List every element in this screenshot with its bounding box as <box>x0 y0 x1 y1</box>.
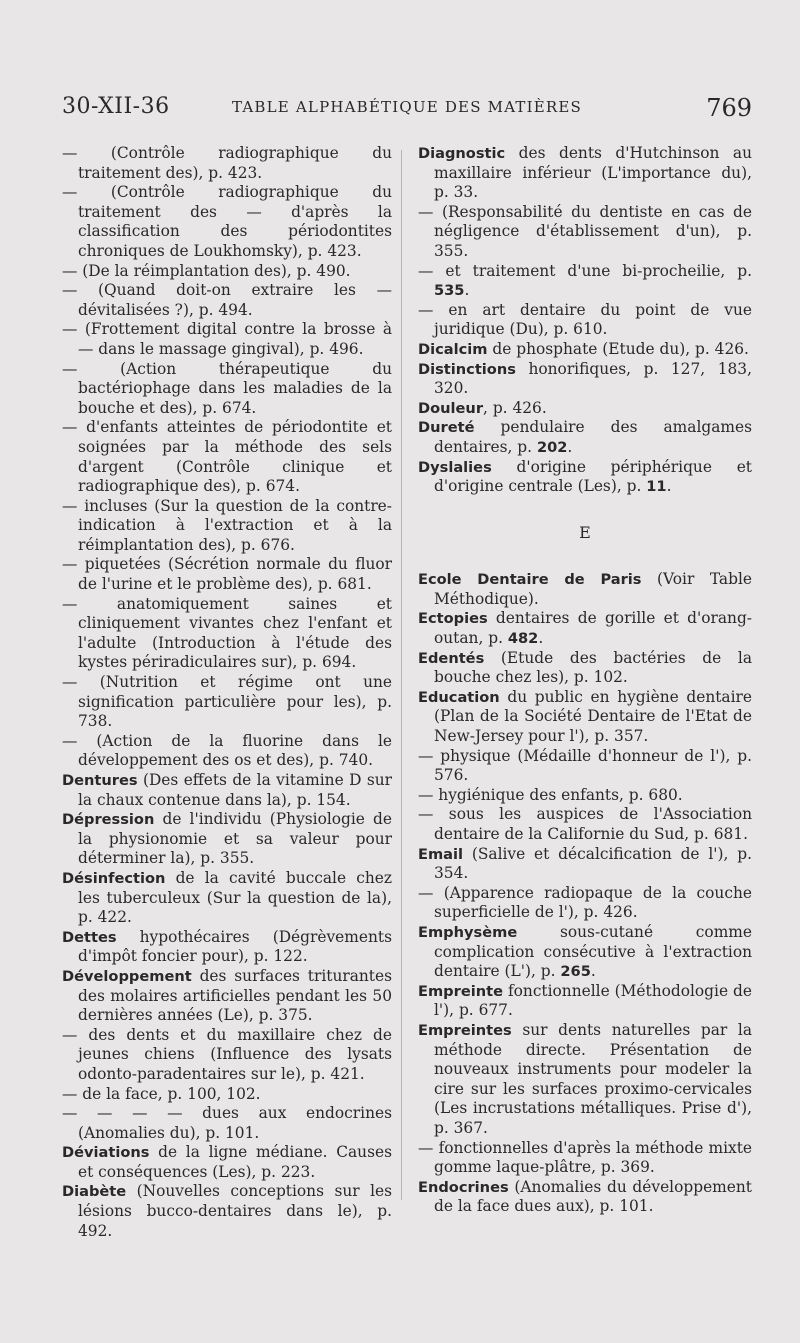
index-entry <box>62 360 392 419</box>
index-entry <box>62 771 392 810</box>
entry-punctuation: . <box>590 962 596 981</box>
index-entry <box>418 340 752 360</box>
entry-text: — et traitement d'une bi-procheilie, p. <box>418 261 752 280</box>
entry-page-bold: 535 <box>434 282 465 300</box>
entry-text: — (Contrôle radiographique du traitement des), p. 423. <box>62 144 392 182</box>
index-entry <box>418 418 752 457</box>
entry-keyword: Déviations <box>62 1144 150 1162</box>
entry-text: — fonctionnelles d'après la méthode mixte gomme laque-plâtre, p. 369. <box>418 1138 752 1177</box>
index-entry <box>418 845 752 884</box>
page-number: 769 <box>706 94 752 122</box>
entry-keyword: Education <box>418 688 500 706</box>
entry-keyword: Ecole Dentaire de Paris <box>418 571 642 589</box>
entry-text: (Voir Table Méthodique). <box>434 570 752 608</box>
index-entry <box>62 320 392 359</box>
entry-text: sous-cutané comme complication consécutive à l'extraction dentaire (L'), p. <box>434 922 752 981</box>
entry-text: de la ligne médiane. Causes et conséquences (Les), p. 223. <box>78 1143 392 1181</box>
index-entry <box>418 688 752 747</box>
index-entry <box>62 262 392 282</box>
index-entry <box>62 967 392 1026</box>
entry-text: — (De la réimplantation des), p. 490. <box>62 261 351 280</box>
index-entry <box>418 649 752 688</box>
entry-punctuation: . <box>567 437 573 456</box>
entry-text: — sous les auspices de l'Association dentaire de la Californie du Sud, p. 681. <box>418 805 752 843</box>
entry-text: (Salive et décalcification de l'), p. 354. <box>434 844 752 883</box>
entry-punctuation: . <box>538 629 544 648</box>
entry-text: (Anomalies du développement de la face dues aux), p. 101. <box>434 1177 752 1216</box>
index-entry <box>62 1026 392 1085</box>
entry-text: dentaires de gorille et d'orang-outan, p. <box>434 609 752 648</box>
entry-keyword: Empreintes <box>418 1021 512 1039</box>
index-entry <box>418 786 752 806</box>
entry-text: — anatomiquement saines et cliniquement vivantes chez l'enfant et l'adulte (Introduction à l'étude des kystes périradiculaires sur), p. 694. <box>62 594 392 672</box>
index-entry <box>418 805 752 844</box>
index-entry <box>62 281 392 320</box>
entry-keyword: Distinctions <box>418 360 516 378</box>
entry-text: — incluses (Sur la question de la contre-indication à l'extraction et à la réimplantation des), p. 676. <box>62 496 392 554</box>
index-entry <box>418 458 752 497</box>
index-entry <box>62 869 392 928</box>
entry-keyword: Diagnostic <box>418 145 506 162</box>
index-entry <box>62 418 392 496</box>
entry-keyword: Dettes <box>62 928 117 946</box>
index-entry <box>62 1085 392 1105</box>
entry-page-bold: 482 <box>507 630 539 648</box>
entry-keyword: Dicalcim <box>418 340 488 358</box>
header-title: TABLE ALPHABÉTIQUE DES MATIÈRES <box>231 98 583 116</box>
index-entry <box>62 595 392 673</box>
entry-keyword: Ectopies <box>418 610 488 628</box>
index-entry <box>62 732 392 771</box>
index-entry <box>418 144 752 203</box>
entry-page-bold: 11 <box>646 478 667 496</box>
entry-text: d'origine périphérique et d'origine centrale (Les), p. <box>434 457 752 496</box>
entry-keyword: Endocrines <box>418 1178 509 1196</box>
index-entry <box>62 497 392 556</box>
entry-text: des surfaces triturantes des molaires artificielles pendant les 50 dernières années (Le), p. 375. <box>78 966 392 1025</box>
entry-keyword: Développement <box>62 967 192 985</box>
entry-text: — piquetées (Sécrétion normale du fluor de l'urine et le problème des), p. 681. <box>62 555 392 594</box>
entry-keyword: Dyslalies <box>418 458 492 476</box>
index-entry <box>62 810 392 869</box>
entry-text: — — — — dues aux endocrines (Anomalies du), p. 101. <box>62 1104 392 1142</box>
entry-text: — (Apparence radiopaque de la couche superficielle de l'), p. 426. <box>418 883 752 922</box>
entry-keyword: Dureté <box>418 419 475 437</box>
entry-text: hypothécaires (Dégrèvements d'impôt foncier pour), p. 122. <box>78 927 392 966</box>
left-column <box>62 144 392 1241</box>
entry-text: (Etude des bactéries de la bouche chez les), p. 102. <box>434 648 752 687</box>
entry-text: sur dents naturelles par la méthode directe. Présentation de nouveaux instruments pour modeler la cire sur les surfaces proximo-cervicales (Les incrustations métalliques. Prise d'), p. 367. <box>434 1020 752 1137</box>
entry-text: — de la face, p. 100, 102. <box>62 1084 261 1103</box>
entry-keyword: Dentures <box>62 772 138 789</box>
index-entry <box>418 609 752 648</box>
header-date: 30-XII-36 <box>62 94 170 119</box>
index-entry <box>62 183 392 261</box>
entry-text: — physique (Médaille d'honneur de l'), p. 576. <box>418 746 752 785</box>
entry-text: — (Frottement digital contre la brosse à — dans le massage gingival), p. 496. <box>62 320 392 358</box>
entry-keyword: Edentés <box>418 649 485 667</box>
index-entry <box>62 1104 392 1143</box>
entry-text: des dents d'Hutchinson au maxillaire inférieur (L'importance du), p. 33. <box>434 144 752 202</box>
entry-text: de la cavité buccale chez les tuberculeux (Sur la question de la), p. 422. <box>78 868 392 927</box>
right-column-top <box>418 144 752 497</box>
index-entry <box>418 360 752 399</box>
index-entry <box>418 399 752 419</box>
running-header <box>62 94 752 124</box>
index-entry <box>418 301 752 340</box>
entry-text: de phosphate (Etude du), p. 426. <box>487 339 749 358</box>
index-entry <box>418 262 752 301</box>
section-letter: E <box>579 522 591 542</box>
entry-text: pendulaire des amalgames dentaires, p. <box>434 418 752 456</box>
entry-keyword: Désinfection <box>62 869 166 887</box>
entry-keyword: Diabète <box>62 1183 127 1201</box>
entry-punctuation: . <box>666 477 672 496</box>
index-entry <box>62 1182 392 1241</box>
entry-text: — (Quand doit-on extraire les — dévitalisées ?), p. 494. <box>62 281 392 319</box>
right-column <box>418 144 752 1217</box>
index-entry <box>418 923 752 982</box>
entry-text: honorifiques, p. 127, 183, 320. <box>434 359 752 398</box>
index-entry <box>418 570 752 609</box>
index-entry <box>418 747 752 786</box>
index-entry <box>418 982 752 1021</box>
entry-keyword: Emphysème <box>418 923 518 941</box>
entry-keyword: Dépression <box>62 811 155 829</box>
index-entry <box>418 1178 752 1217</box>
entry-text: — des dents et du maxillaire chez de jeunes chiens (Influence des lysats odonto-paradentaires sur le), p. 421. <box>62 1025 392 1083</box>
entry-text: (Des effets de la vitamine D sur la chaux contenue dans la), p. 154. <box>78 771 392 809</box>
right-column-bottom <box>418 570 752 1217</box>
entry-text: — (Responsabilité du dentiste en cas de négligence d'établissement d'un), p. 355. <box>418 202 752 260</box>
entry-text: — (Nutrition et régime ont une signification particulière pour les), p. 738. <box>62 673 392 731</box>
index-entry <box>418 1021 752 1139</box>
entry-text: — en art dentaire du point de vue juridique (Du), p. 610. <box>418 300 752 339</box>
index-entry <box>62 1143 392 1182</box>
index-entry <box>62 144 392 183</box>
entry-text: (Nouvelles conceptions sur les lésions bucco-dentaires dans le), p. 492. <box>78 1182 392 1240</box>
entry-text: , p. 426. <box>483 398 547 417</box>
entry-keyword: Empreinte <box>418 982 503 1000</box>
entry-text: du public en hygiène dentaire (Plan de la Société Dentaire de l'Etat de New-Jersey pour l'), p. 357. <box>434 687 752 746</box>
entry-text: — hygiénique des enfants, p. 680. <box>418 785 683 804</box>
entry-text: — (Action thérapeutique du bactériophage dans les maladies de la bouche et des), p. 674. <box>62 359 392 417</box>
entry-page-bold: 265 <box>560 963 591 981</box>
entry-keyword: Douleur <box>418 399 484 417</box>
index-entry <box>418 1139 752 1178</box>
entry-keyword: Email <box>418 845 464 863</box>
entry-text: fonctionnelle (Méthodologie de l'), p. 677. <box>434 981 752 1020</box>
entry-text: — (Contrôle radiographique du traitement des — d'après la classification des périodontites chroniques de Loukhomsky), p. 423. <box>62 183 392 260</box>
entry-punctuation: . <box>464 281 470 300</box>
index-entry <box>62 555 392 594</box>
index-entry <box>62 928 392 967</box>
entry-text: — d'enfants atteintes de périodontite et soignées par la méthode des sels d'argent (Contrôle clinique et radiographique des), p. 674. <box>62 418 392 496</box>
index-entry <box>418 884 752 923</box>
entry-text: de l'individu (Physiologie de la physionomie et sa valeur pour déterminer la), p. 355. <box>78 810 392 868</box>
entry-text: — (Action de la fluorine dans le développement des os et des), p. 740. <box>62 731 392 770</box>
entry-page-bold: 202 <box>536 438 568 456</box>
index-entry <box>418 203 752 262</box>
index-entry <box>62 673 392 732</box>
column-divider <box>401 150 402 1200</box>
